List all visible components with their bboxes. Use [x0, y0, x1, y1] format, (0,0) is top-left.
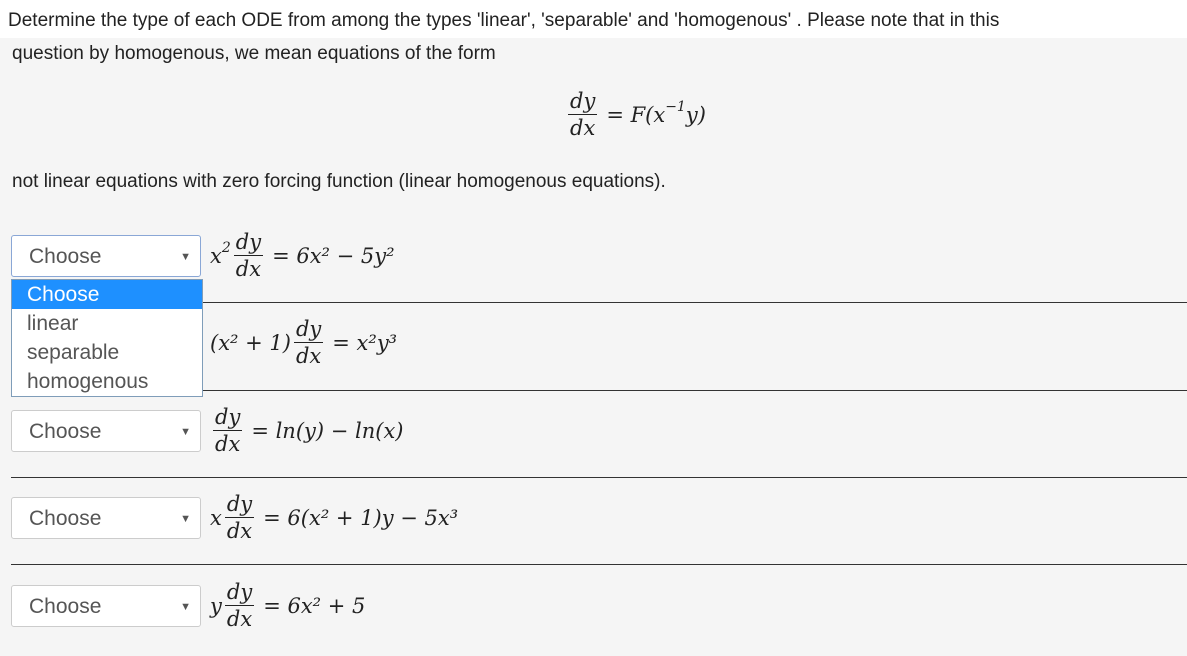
- rhs: = F(x: [606, 102, 666, 127]
- ode-prefix: x: [210, 243, 222, 268]
- denominator: dx: [235, 257, 262, 281]
- type-select[interactable]: [11, 497, 201, 539]
- ode-rhs: = 6x² + 5: [263, 593, 366, 618]
- numerator: dy: [226, 580, 253, 604]
- denominator: dx: [226, 607, 253, 631]
- row-divider: [11, 564, 1187, 565]
- ode-prefix: y: [210, 593, 222, 618]
- type-select[interactable]: [11, 585, 201, 627]
- dropdown-arrow-icon: ▼: [180, 513, 191, 525]
- denominator: dx: [570, 116, 596, 140]
- ode-prefix-exponent: 2: [221, 239, 231, 256]
- denominator: dx: [226, 519, 253, 543]
- denominator: dx: [295, 344, 322, 368]
- option-homogenous[interactable]: homogenous: [27, 370, 149, 393]
- selected-value: Choose: [29, 507, 102, 530]
- denominator: dx: [215, 432, 241, 456]
- option-linear[interactable]: linear: [27, 312, 79, 335]
- numerator: dy: [570, 89, 596, 113]
- type-select[interactable]: [11, 410, 201, 452]
- dropdown-arrow-icon: ▼: [180, 426, 191, 438]
- ode-rhs: = ln(y) − ln(x): [251, 418, 404, 443]
- homogenous-form-equation: [565, 88, 706, 141]
- instructions-line-2: question by homogenous, we mean equations of the form: [12, 43, 496, 64]
- ode-equation: [210, 229, 395, 282]
- ode-rhs: = 6x² − 5y²: [272, 243, 395, 268]
- selected-value: Choose: [29, 420, 102, 443]
- instructions-note: not linear equations with zero forcing function (linear homogenous equations).: [12, 171, 666, 192]
- ode-equation: [210, 404, 404, 457]
- row-divider: [11, 477, 1187, 478]
- ode-prefix: x: [210, 505, 222, 530]
- ode-equation: [210, 579, 365, 632]
- instructions-line-1: Determine the type of each ODE from among the types 'linear', 'separable' and 'homogenous' . Please note that in this: [0, 0, 1187, 38]
- ode-rhs: = x²y³: [332, 330, 398, 355]
- option-separable[interactable]: separable: [27, 341, 120, 364]
- rhs-end: y): [685, 102, 706, 127]
- exponent: −1: [665, 98, 686, 115]
- numerator: dy: [215, 405, 241, 429]
- dropdown-options-list[interactable]: [11, 279, 203, 397]
- numerator: dy: [226, 492, 253, 516]
- type-select[interactable]: [11, 235, 201, 277]
- ode-equation: [210, 491, 458, 544]
- numerator: dy: [235, 230, 262, 254]
- ode-prefix: (x² + 1): [210, 330, 291, 355]
- ode-equation: [210, 316, 397, 369]
- selected-value: Choose: [29, 595, 102, 618]
- dropdown-arrow-icon: ▼: [180, 601, 191, 613]
- numerator: dy: [295, 317, 322, 341]
- selected-value: Choose: [29, 245, 102, 268]
- ode-rhs: = 6(x² + 1)y − 5x³: [263, 505, 459, 530]
- option-choose[interactable]: Choose: [12, 280, 202, 309]
- dropdown-arrow-icon: ▼: [180, 251, 191, 263]
